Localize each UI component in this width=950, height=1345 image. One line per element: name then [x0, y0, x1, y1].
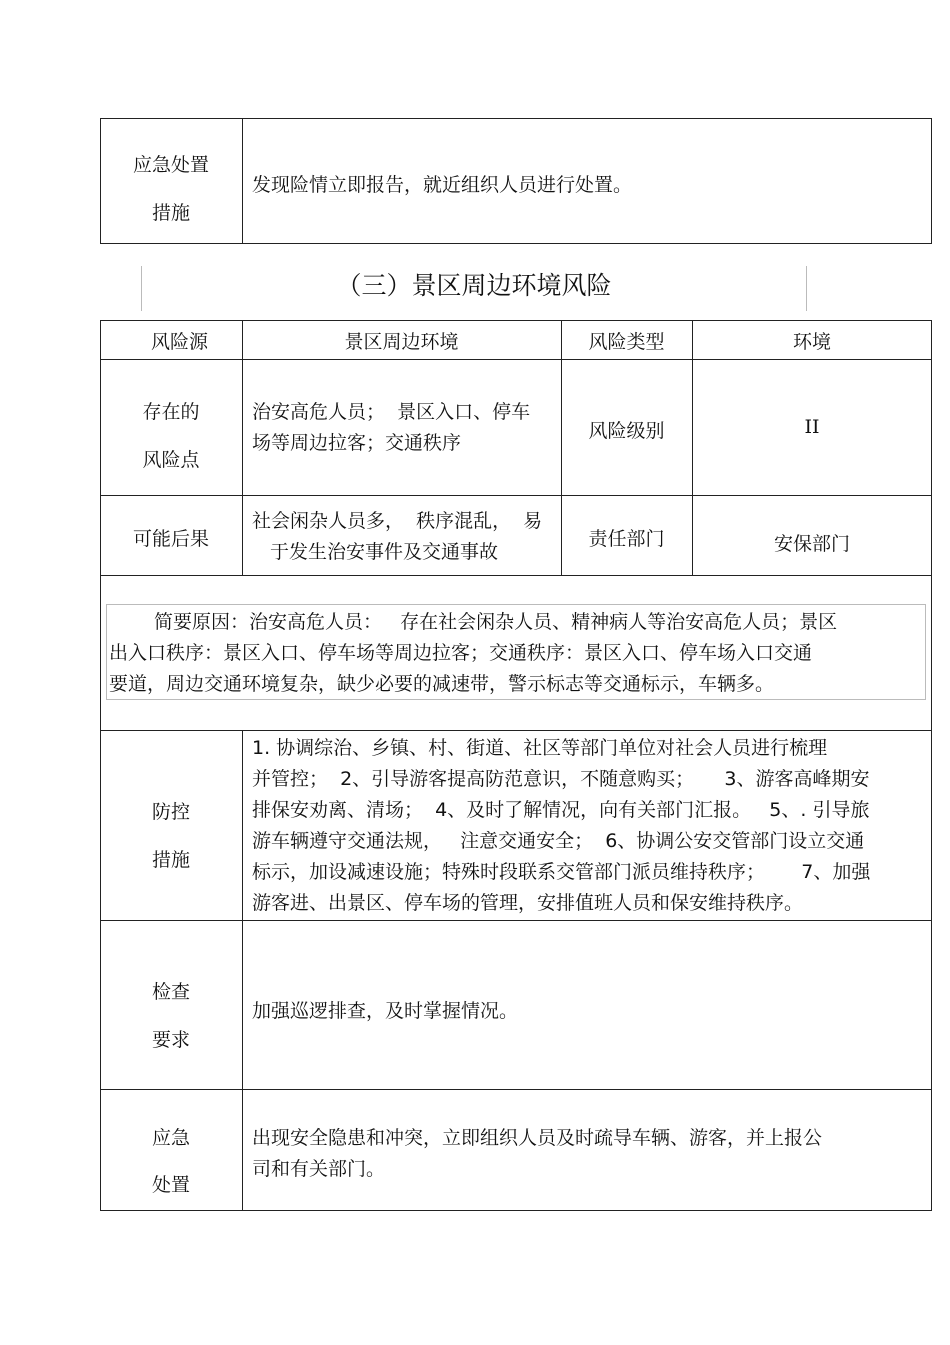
inspection-label-line1: 检查 [151, 981, 190, 1003]
consequence-line2: 于发生治安事件及交通事故 [270, 541, 499, 563]
emergency-label-line2: 处置 [151, 1174, 190, 1196]
risk-level-value: II [804, 416, 820, 438]
header-col3: 风险类型 [588, 331, 665, 353]
rule-h4 [100, 730, 932, 731]
title-right-rule [806, 266, 807, 311]
prevention-line1: 1. 协调综治、乡镇、村、街道、社区等部门单位对社会人员进行梳理 [252, 737, 828, 759]
brief-reason-line2: 出入口秩序：景区入口、停车场等周边拉客；交通秩序：景区入口、停车场入口交通 [109, 642, 813, 664]
prevention-line5: 标示，加设减速设施；特殊时段联系交管部门派员维持秩序； 7、加强 [252, 861, 871, 883]
header-col1: 风险源 [150, 331, 208, 353]
prevention-label-line2: 措施 [151, 849, 190, 871]
prevention-line4: 游车辆遵守交通法规， 注意交通安全； 6、协调公安交管部门设立交通 [252, 830, 865, 852]
top-label-line2: 措施 [151, 202, 190, 224]
top-content: 发现险情立即报告，就近组织人员进行处置。 [252, 174, 633, 196]
top-block-divider [242, 118, 243, 244]
rule-h3 [100, 575, 932, 576]
dept-value: 安保部门 [773, 533, 850, 555]
rule-v1-lower [242, 730, 243, 1211]
consequence-line1: 社会闲杂人员多， 秩序混乱， 易 [252, 510, 543, 532]
emergency-line2: 司和有关部门。 [252, 1158, 386, 1180]
brief-reason-line1: 简要原因：治安高危人员： 存在社会闲杂人员、精神病人等治安高危人员；景区 [154, 611, 838, 633]
rule-v1-upper [242, 320, 243, 575]
emergency-label-line1: 应急 [151, 1127, 190, 1149]
inspection-label-line2: 要求 [151, 1029, 190, 1051]
brief-reason-line3: 要道，周边交通环境复杂，缺少必要的减速带，警示标志等交通标示，车辆多。 [109, 673, 775, 695]
emergency-line1: 出现安全隐患和冲突，立即组织人员及时疏导车辆、游客，并上报公 [252, 1127, 823, 1149]
header-col2: 景区周边环境 [344, 331, 459, 353]
rule-h5 [100, 920, 932, 921]
section-title: （三）景区周边环境风险 [336, 271, 612, 300]
prevention-label-line1: 防控 [151, 801, 190, 823]
header-col4: 环境 [792, 331, 831, 353]
risk-label-line2: 风险点 [142, 449, 200, 471]
prevention-line2: 并管控； 2、引导游客提高防范意识，不随意购买； 3、游客高峰期安 [252, 768, 870, 790]
top-label-line1: 应急处置 [132, 154, 209, 176]
prevention-line3: 排保安劝离、清场； 4、及时了解情况，向有关部门汇报。 5、. 引导旅 [252, 799, 870, 821]
risk-content-line1: 治安高危人员； 景区入口、停车 [252, 401, 531, 423]
dept-label: 责任部门 [588, 528, 665, 550]
rule-h2 [100, 495, 932, 496]
prevention-line6: 游客进、出景区、停车场的管理，安排值班人员和保安维持秩序。 [252, 892, 804, 914]
consequence-label: 可能后果 [132, 528, 209, 550]
rule-h6 [100, 1089, 932, 1090]
rule-h1 [100, 359, 932, 360]
risk-label-line1: 存在的 [142, 401, 200, 423]
risk-content-line2: 场等周边拉客；交通秩序 [252, 432, 462, 454]
risk-type-label: 风险级别 [588, 420, 665, 442]
inspection-content: 加强巡逻排查，及时掌握情况。 [252, 1000, 519, 1022]
